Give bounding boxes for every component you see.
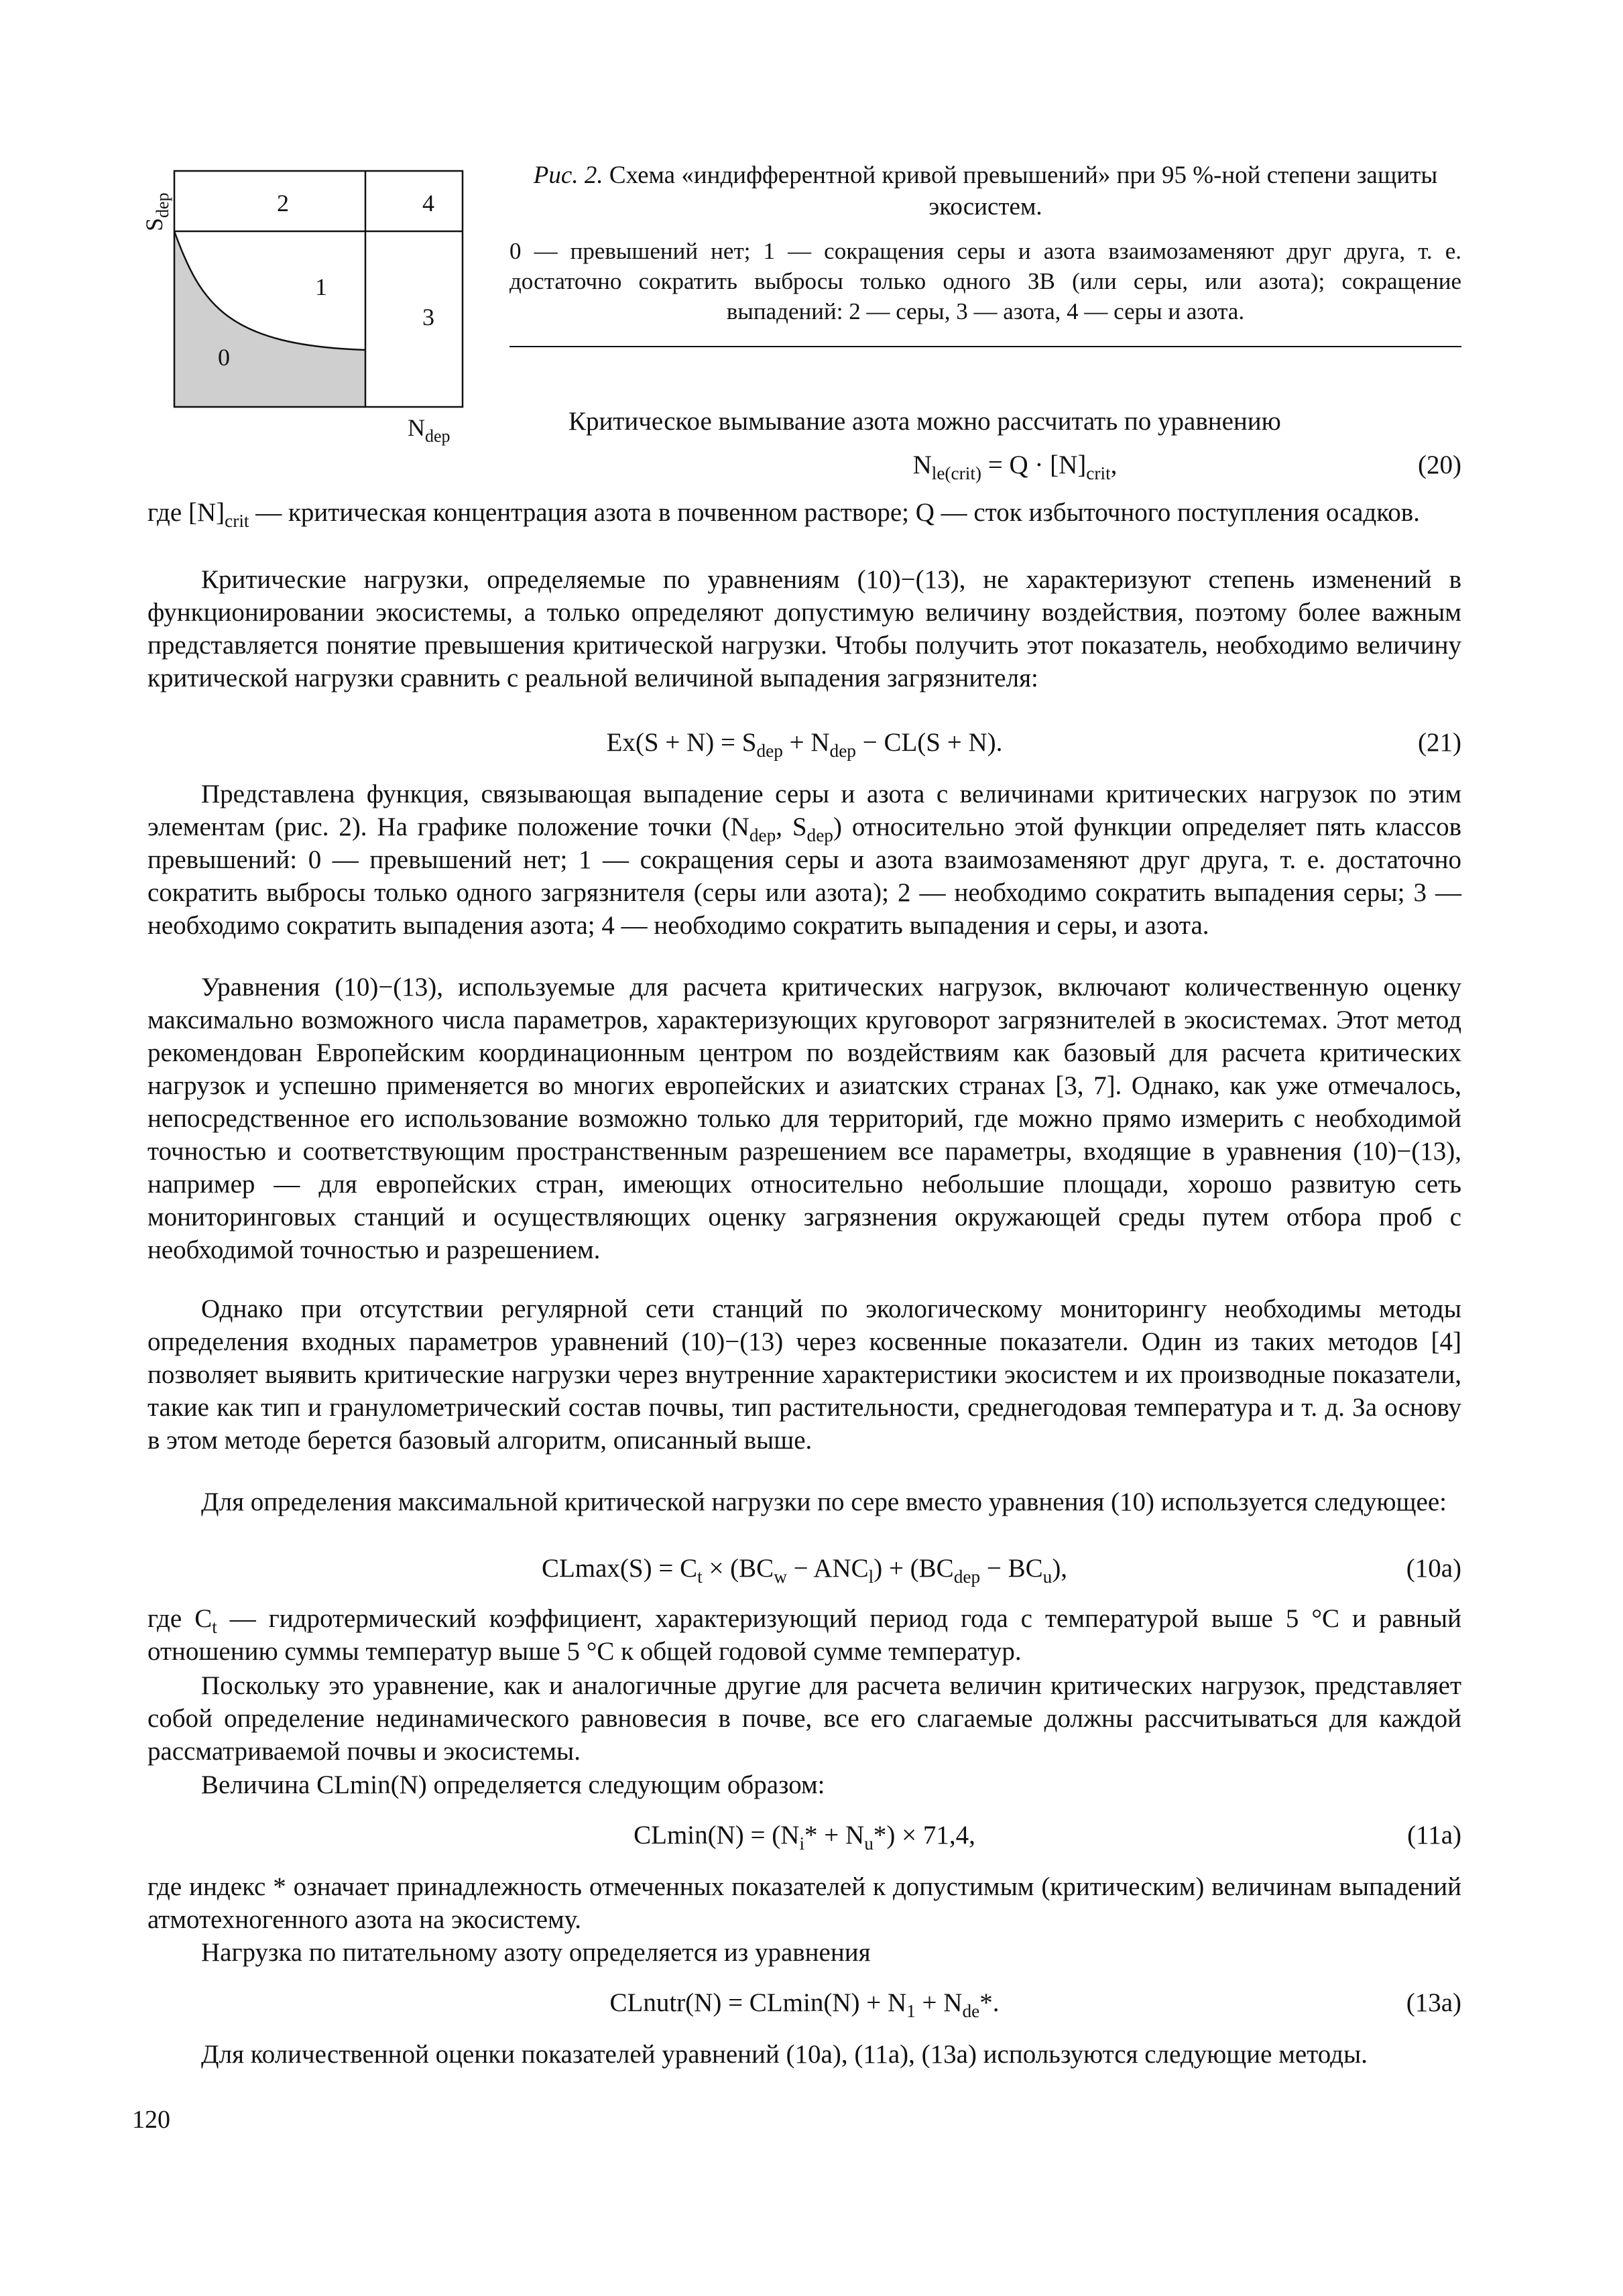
paragraph-8: Поскольку это уравнение, как и аналогичные другие для расчета величин критических нагрузок, представляет собой определение нединамического равновесия в почве, все его слагаемые должны рассчитываться для каждой рассматриваемой почвы и экосистемы. — [147, 1671, 1461, 1766]
eq21-c: − CL(S + N). — [855, 728, 1003, 757]
eq20-b-sub: crit — [1086, 463, 1111, 483]
p3-b: , S — [776, 812, 807, 841]
region-0-fill — [174, 231, 365, 407]
paragraph-7 — [147, 1602, 1461, 1668]
paragraph-11: Нагрузка по питательному азоту определяется из уравнения — [201, 1938, 871, 1967]
region-label-3: 3 — [422, 304, 434, 330]
eq13a-a: CLnutr(N) = CLmin(N) + N — [609, 1988, 907, 2017]
x-axis-sub: dep — [425, 426, 450, 446]
paragraph-2: Критические нагрузки, определяемые по уравнениям (10)−(13), не характеризуют степень изменений в функционировании экосистемы, а только определяют допустимую величину воздействия, поэтому более важным представляется понятие превышения критической нагрузки. Чтобы получить этот показатель, необходимо величину критической нагрузки сравнить с реальной величиной выпадения загрязнителя: — [147, 565, 1461, 692]
y-axis-label — [141, 192, 172, 231]
eq10a-f: ), — [1052, 1554, 1068, 1583]
caption-label: Рис. 2. — [533, 162, 603, 189]
paragraph-12: Для количественной оценки показателей уравнений (10a), (11a), (13a) используются следующие методы. — [201, 2040, 1368, 2069]
eq21-s2: dep — [829, 740, 856, 761]
equation-11a-number: (11a) — [1407, 1821, 1461, 1850]
eq13a-c: *. — [979, 1988, 1000, 2017]
equation-11a-formula — [147, 1818, 1461, 1853]
eq21-a: Ex(S + N) = S — [606, 728, 757, 757]
figure-legend: 0 — превышений нет; 1 — сокращения серы и азота взаимозаменяют друг друга, т. е. достаточно сократить выбросы только одного ЗВ (или серы, или азота); сокращение выпадений: 2 — серы, 3 — азота, 4 — серы и азота. — [509, 238, 1461, 324]
p3-c: ) относительно этой функции определяет пять классов превышений: 0 — превышений нет; 1 — сокращения серы и азота взаимозаменяют друг друга, т. е. достаточно сократить выбросы только одного загрязнителя (серы или азота); 2 — необходимо сократить выпадения серы; 3 — необходимо сократить выпадения азота; 4 — необходимо сократить выпадения и серы, и азота. — [147, 812, 1461, 940]
x-axis-label — [408, 414, 450, 446]
eq13a-s1: 1 — [906, 2000, 916, 2021]
eq20-a-sub: le(crit) — [931, 463, 981, 483]
p7-b: — гидротермический коэффициент, характеризующий период года с температурой выше 5 °С и равный отношению суммы температур выше 5 °С к общей годовой сумме температур. — [147, 1604, 1461, 1666]
p1-sub: crit — [225, 510, 249, 531]
paragraph-5: Однако при отсутствии регулярной сети станций по экологическому мониторингу необходимы методы определения входных параметров уравнений (10)−(13) через косвенные показатели. Один из таких методов [4] позволяет выявить критические нагрузки через внутренние характеристики экосистем и их производные показатели, такие как тип и гранулометрический состав почвы, тип растительности, среднегодовая температура и т. д. За основу в этом методе берется базовый алгоритм, описанный выше. — [147, 1294, 1461, 1455]
p3-a: Представлена функция, связывающая выпадение серы и азота с величинами критических нагрузок по этим элементам (рис. 2). На графике положение точки (N — [147, 780, 1461, 841]
eq11a-a: CLmin(N) = (N — [634, 1821, 800, 1850]
p7-a: где C — [147, 1604, 213, 1633]
eq11a-s1: i — [799, 1833, 805, 1854]
region-label-2: 2 — [277, 190, 289, 217]
eq10a-a: CLmax(S) = C — [541, 1554, 698, 1583]
x-axis-main: N — [408, 414, 425, 441]
y-axis-main: S — [141, 217, 168, 231]
equation-11a — [147, 1818, 1461, 1853]
equation-10a-number: (10a) — [1406, 1554, 1461, 1583]
p1-b: — критическая концентрация азота в почвенном растворе; Q — сток избыточного поступления осадков. — [249, 498, 1420, 527]
equation-20-formula — [568, 448, 1461, 483]
intro-line: Критическое вымывание азота можно рассчитать по уравнению — [568, 407, 1281, 436]
page-number: 120 — [132, 2106, 170, 2134]
eq11a-s2: u — [864, 1833, 874, 1854]
paragraph-4: Уравнения (10)−(13), используемые для расчета критических нагрузок, включают количественную оценку максимально возможного числа параметров, характеризующих круговорот загрязнителей в экосистемах. Этот метод рекомендован Европейским координационным центром по воздействиям как базовый для расчета критических нагрузок и успешно применяется во многих европейских и азиатских странах [3, 7]. Однако, как уже отмечалось, непосредственное его использование возможно только для территорий, где можно прямо измерить с необходимой точностью и соответствующим пространственным разрешением все параметры, входящие в уравнения (10)−(13), например — для европейских стран, имеющих относительно небольшие площади, хорошо развитую сеть мониторинговых станций и осуществляющих оценку загрязнения окружающей среды путем отбора проб с необходимой точностью и разрешением. — [147, 973, 1461, 1264]
region-label-4: 4 — [422, 190, 434, 217]
paragraph-6: Для определения максимальной критической нагрузки по сере вместо уравнения (10) используется следующее: — [201, 1488, 1447, 1516]
exceedance-diagram — [127, 164, 503, 446]
p1-a: где [N] — [147, 498, 225, 527]
eq20-a: N — [912, 450, 932, 479]
paragraph-9: Величина CLmin(N) определяется следующим образом: — [201, 1770, 825, 1799]
eq10a-s5: u — [1042, 1566, 1053, 1587]
eq10a-s4: dep — [953, 1566, 981, 1587]
eq10a-e: − BC — [980, 1554, 1043, 1583]
paragraph-3 — [147, 778, 1461, 942]
p3-s2: dep — [806, 825, 833, 845]
eq10a-c: − ANC — [786, 1554, 869, 1583]
eq20-c: , — [1110, 450, 1118, 479]
eq10a-d: ) + (BC — [874, 1554, 954, 1583]
eq10a-s1: t — [697, 1566, 703, 1587]
eq11a-c: *) × 71,4, — [873, 1821, 975, 1850]
equation-21-number: (21) — [1418, 728, 1461, 757]
equation-10a-formula — [147, 1551, 1461, 1586]
eq21-b: + N — [782, 728, 830, 757]
y-axis-sub: dep — [153, 192, 172, 218]
eq10a-b: × (BC — [702, 1554, 774, 1583]
eq21-s1: dep — [756, 740, 783, 761]
equation-13a — [609, 1986, 1461, 2021]
equation-13a-formula — [147, 1986, 1461, 2020]
eq10a-s3: l — [868, 1566, 874, 1587]
paragraph-1 — [147, 496, 1461, 529]
equation-20 — [568, 448, 1461, 483]
p7-sub: t — [212, 1616, 217, 1637]
equation-13a-number: (13a) — [1406, 1988, 1461, 2017]
equation-21-formula — [147, 725, 1461, 760]
eq10a-s2: w — [774, 1566, 787, 1587]
caption-rule — [509, 346, 1461, 347]
p3-s1: dep — [749, 825, 776, 845]
eq11a-b: * + N — [804, 1821, 865, 1850]
region-label-0: 0 — [218, 344, 230, 371]
region-label-1: 1 — [315, 274, 327, 300]
eq13a-s2: de — [962, 2000, 980, 2021]
equation-21 — [147, 725, 1461, 760]
eq13a-b: + N — [915, 1988, 963, 2017]
eq20-b: = Q · [N] — [981, 450, 1087, 479]
equation-20-number: (20) — [1418, 450, 1461, 479]
caption-text: Схема «индифферентной кривой превышений» при 95 %-ной степени защиты экосистем. — [603, 162, 1438, 221]
paragraph-10: где индекс * означает принадлежность отмеченных показателей к допустимым (критическим) величинам выпадений атмотехногенного азота на экосистему. — [147, 1872, 1461, 1934]
equation-10a — [147, 1551, 1461, 1586]
figure-caption — [516, 160, 1455, 223]
